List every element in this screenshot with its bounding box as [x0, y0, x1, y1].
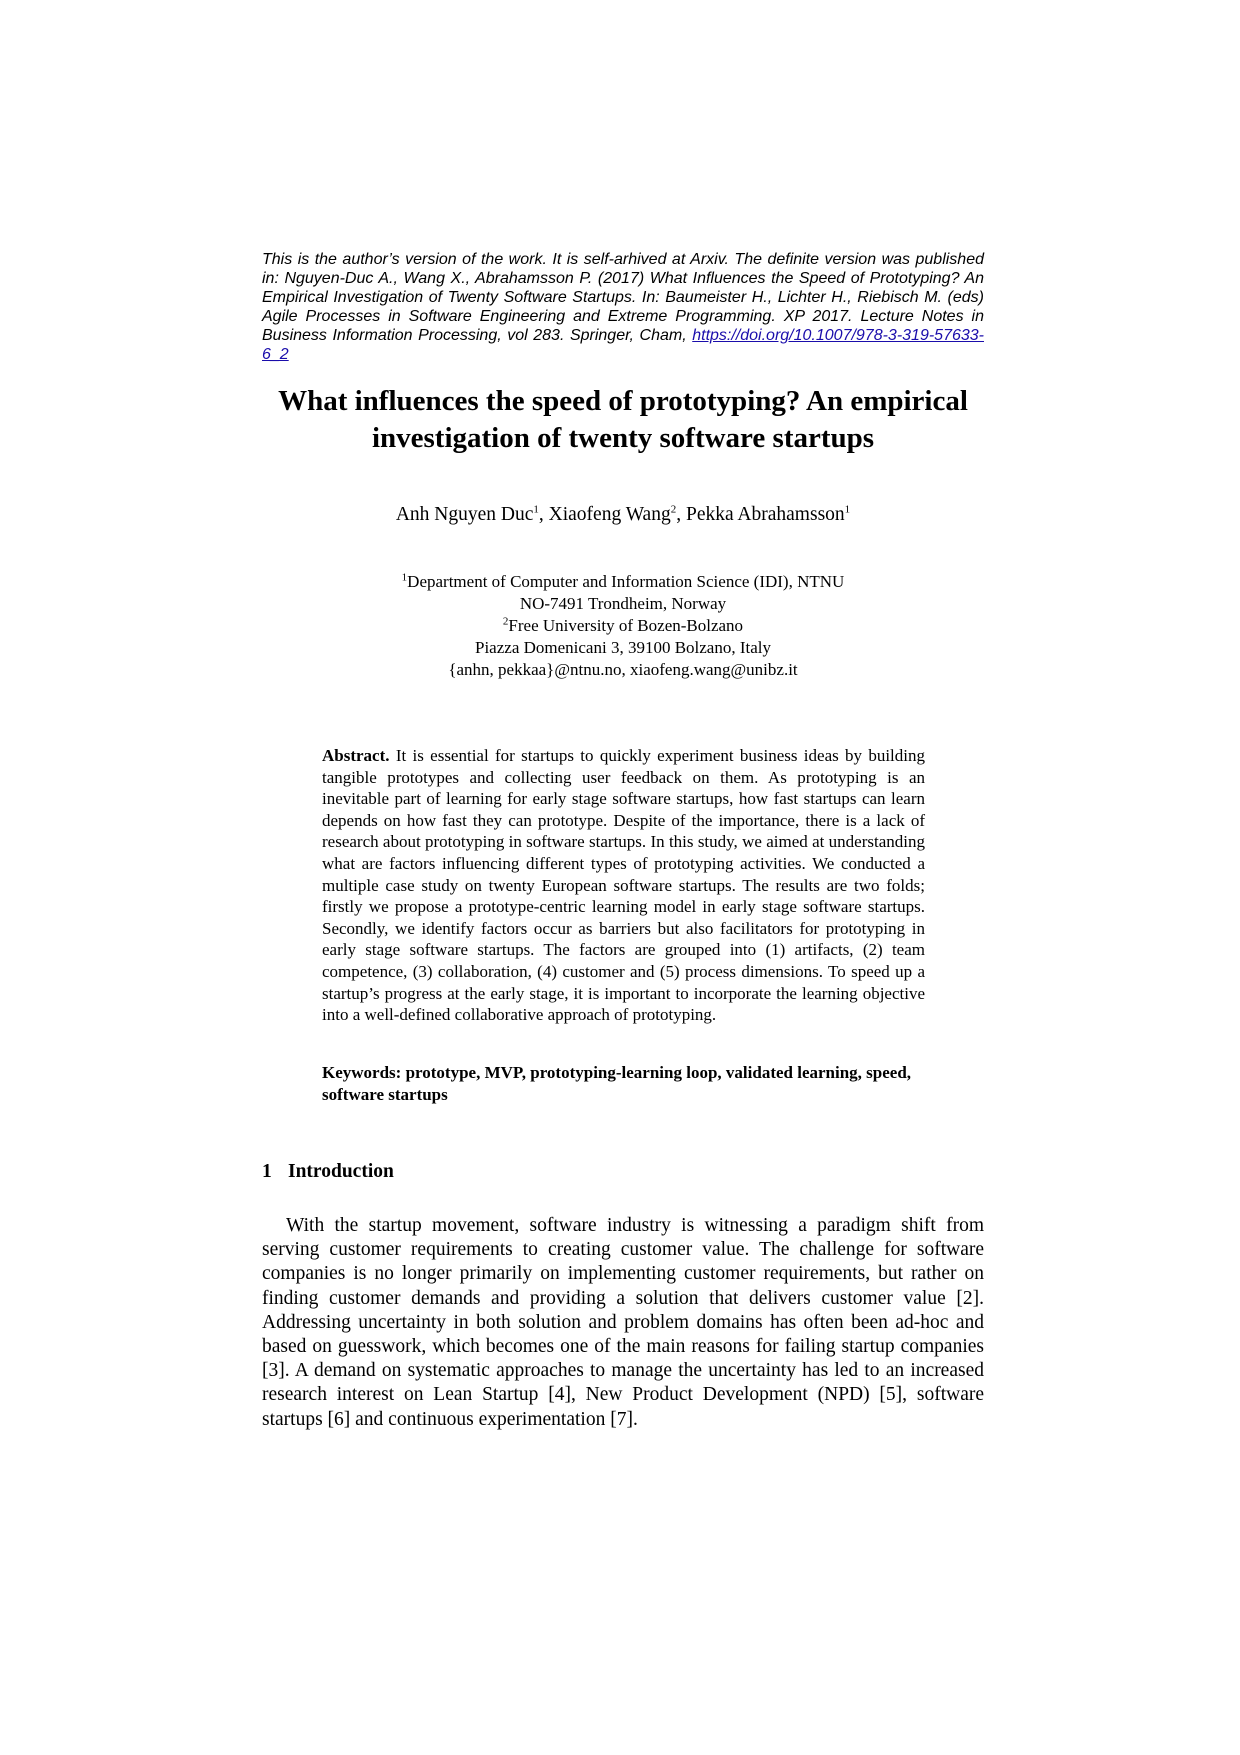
affiliations: [262, 571, 984, 681]
affiliation-line: NO-7491 Trondheim, Norway: [519, 594, 727, 613]
version-note: [262, 250, 984, 364]
section-number: 1: [262, 1161, 272, 1182]
author-affiliation-mark: 1: [533, 503, 539, 516]
section-title: Introduction: [288, 1161, 394, 1182]
introduction-paragraph: With the startup movement, software industry is witnessing a paradigm shift from serving customer requirements to creating customer value. The challenge for software companies is no longer primarily on implementing customer requirements, but rather on finding customer demands and providing a solution that delivers customer value [2]. Addressing uncertainty in both solution and problem domains has often been ad-hoc and based on guesswork, which becomes one of the main reasons for failing startup companies [3]. A demand on systematic approaches to manage the uncertainty has led to an increased research interest on Lean Startup [4], New Product Development (NPD) [5], software startups [6] and continuous experimentation [7].: [262, 1215, 984, 1430]
paper-title-line-2: investigation of twenty software startups: [371, 422, 875, 454]
affiliation-mark: 2: [502, 615, 509, 628]
abstract: [322, 745, 925, 1026]
affiliation-mark: 1: [401, 571, 408, 584]
affiliation-line: $^1$Department of Computer and Information Science (IDI), NTNU: [401, 571, 845, 591]
doi-link[interactable]: https://doi.org/10.1007/978-3-319-57633-6_2: [262, 327, 984, 363]
section-heading: [262, 1160, 984, 1184]
paper-title-line-1: What influences the speed of prototyping? An empirical: [278, 385, 968, 417]
author-affiliation-mark: 1: [844, 503, 851, 516]
abstract-text: It is essential for startups to quickly experiment business ideas by building tangible prototypes and collecting user feedback on them. As prototyping is an inevitable part of learning for early stage software startups, how fast startups can learn depends on how fast they can prototype. Despite of the importance, there is a lack of research about prototyping in software startups. In this study, we aimed at understanding what are factors influencing different types of prototyping activities. We conducted a multiple case study on twenty European software startups. The results are two folds; firstly we propose a prototype-centric learning model in early stage software startups. Secondly, we identify factors occur as barriers but also facilitators for prototyping in early stage software startups. The factors are grouped into (1) artifacts, (2) team competence, (3) collaboration, (4) customer and (5) process dimensions. To speed up a startup’s progress at the early stage, it is important to incorporate the learning objective into a well-defined collaborative approach of prototyping.: [322, 746, 925, 1025]
author-name: Anh Nguyen Duc: [395, 504, 534, 525]
author-affiliation-mark: 2: [670, 503, 677, 516]
author-list: [262, 503, 984, 527]
affiliation-line: Piazza Domenicani 3, 39100 Bolzano, Italy: [475, 638, 771, 657]
author-separator: ,: [538, 504, 549, 525]
version-note-text: This is the author’s version of the work. It is self-arhived at Arxiv. The definite version was published in: Nguyen-Duc A., Wang X., Abrahamsson P. (2017) What Influences the Speed of Prototyping? An Empirical Investigation of Twenty Software Startups. In: Baumeister H., Lichter H., Riebisch M. (eds) Agile Processes in Software Engineering and Extreme Programming. XP 2017. Lecture Notes in Business Information Processing, vol 283. Springer, Cham,: [262, 251, 984, 344]
affiliation-line: $^2$Free University of Bozen-Bolzano: [502, 615, 744, 635]
author-separator: ,: [676, 504, 686, 525]
author-name: Xiaofeng Wang: [548, 504, 671, 525]
paper-title: [262, 383, 984, 457]
abstract-label: Abstract.: [322, 746, 390, 765]
author-emails: {anhn, pekkaa}@ntnu.no, xiaofeng.wang@unibz.it: [448, 660, 798, 679]
keywords: Keywords: prototype, MVP, prototyping-learning loop, validated learning, speed, software startups: [322, 1063, 912, 1104]
author-name: Pekka Abrahamsson: [685, 504, 845, 525]
